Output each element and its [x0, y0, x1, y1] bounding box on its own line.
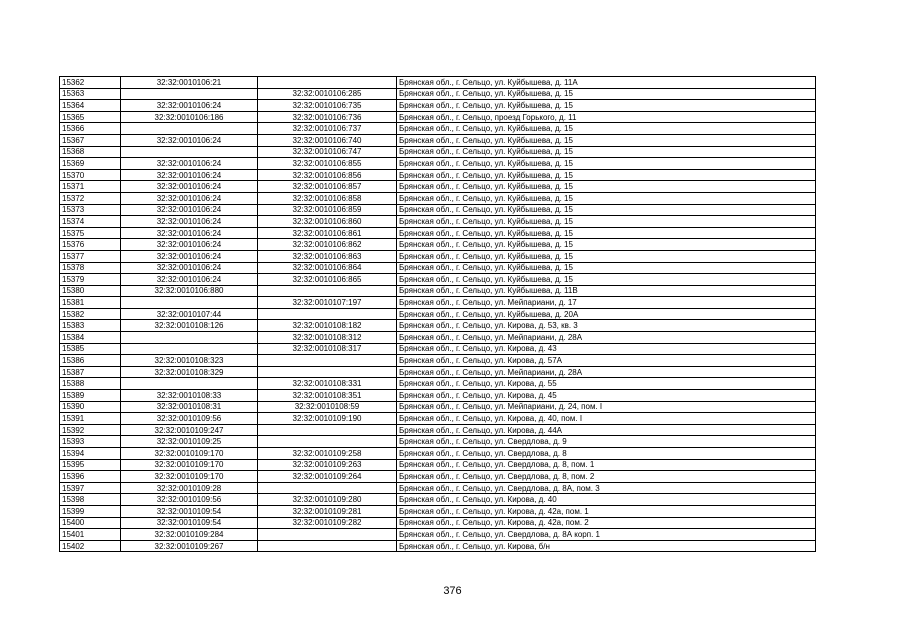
- object-cadastral-number-cell: 32:32:0010108:182: [258, 320, 397, 332]
- address-cell: Брянская обл., г. Сельцо, ул. Куйбышева, д. 11В: [397, 285, 816, 297]
- address-cell: Брянская обл., г. Сельцо, ул. Куйбышева, д. 15: [397, 250, 816, 262]
- table-row: [60, 297, 816, 309]
- row-number-cell: 15382: [60, 308, 121, 320]
- cadastral-number-cell: 32:32:0010109:54: [121, 517, 258, 529]
- object-cadastral-number-cell: 32:32:0010106:865: [258, 274, 397, 286]
- object-cadastral-number-cell: 32:32:0010108:351: [258, 390, 397, 402]
- address-cell: Брянская обл., г. Сельцо, ул. Мейпариани, д. 28А: [397, 332, 816, 344]
- row-number-cell: 15392: [60, 424, 121, 436]
- cadastral-number-cell: 32:32:0010109:28: [121, 482, 258, 494]
- cadastral-number-cell: [121, 297, 258, 309]
- row-number-cell: 15380: [60, 285, 121, 297]
- row-number-cell: 15399: [60, 505, 121, 517]
- address-cell: Брянская обл., г. Сельцо, ул. Куйбышева, д. 15: [397, 274, 816, 286]
- object-cadastral-number-cell: [258, 529, 397, 541]
- table-row: [60, 436, 816, 448]
- address-cell: Брянская обл., г. Сельцо, ул. Куйбышева, д. 15: [397, 146, 816, 158]
- cadastral-number-cell: 32:32:0010106:24: [121, 134, 258, 146]
- cadastral-number-cell: 32:32:0010108:31: [121, 401, 258, 413]
- address-cell: Брянская обл., г. Сельцо, ул. Кирова, д. 42а, пом. 1: [397, 505, 816, 517]
- object-cadastral-number-cell: [258, 424, 397, 436]
- row-number-cell: 15371: [60, 181, 121, 193]
- address-cell: Брянская обл., г. Сельцо, ул. Мейпариани, д. 17: [397, 297, 816, 309]
- cadastral-number-cell: [121, 343, 258, 355]
- object-cadastral-number-cell: 32:32:0010109:281: [258, 505, 397, 517]
- address-cell: Брянская обл., г. Сельцо, ул. Кирова, д. 45: [397, 390, 816, 402]
- row-number-cell: 15394: [60, 448, 121, 460]
- table-row: [60, 517, 816, 529]
- row-number-cell: 15383: [60, 320, 121, 332]
- object-cadastral-number-cell: 32:32:0010108:317: [258, 343, 397, 355]
- address-cell: Брянская обл., г. Сельцо, ул. Свердлова, д. 8, пом. 1: [397, 459, 816, 471]
- row-number-cell: 15369: [60, 158, 121, 170]
- object-cadastral-number-cell: [258, 77, 397, 89]
- object-cadastral-number-cell: 32:32:0010106:855: [258, 158, 397, 170]
- address-cell: Брянская обл., г. Сельцо, ул. Кирова, д. 44А: [397, 424, 816, 436]
- row-number-cell: 15387: [60, 366, 121, 378]
- cadastral-number-cell: 32:32:0010109:247: [121, 424, 258, 436]
- table-row: [60, 529, 816, 541]
- address-cell: Брянская обл., г. Сельцо, ул. Кирова, б/н: [397, 540, 816, 552]
- table-row: [60, 320, 816, 332]
- object-cadastral-number-cell: 32:32:0010106:735: [258, 100, 397, 112]
- row-number-cell: 15393: [60, 436, 121, 448]
- cadastral-number-cell: 32:32:0010106:24: [121, 216, 258, 228]
- address-cell: Брянская обл., г. Сельцо, ул. Мейпариани, д. 28А: [397, 366, 816, 378]
- table-row: [60, 77, 816, 89]
- registry-table-body: [60, 77, 816, 552]
- cadastral-number-cell: 32:32:0010106:24: [121, 227, 258, 239]
- table-row: [60, 239, 816, 251]
- address-cell: Брянская обл., г. Сельцо, ул. Мейпариани, д. 24, пом. I: [397, 401, 816, 413]
- object-cadastral-number-cell: 32:32:0010106:860: [258, 216, 397, 228]
- address-cell: Брянская обл., г. Сельцо, ул. Свердлова, д. 9: [397, 436, 816, 448]
- address-cell: Брянская обл., г. Сельцо, ул. Кирова, д. 53, кв. 3: [397, 320, 816, 332]
- object-cadastral-number-cell: 32:32:0010109:282: [258, 517, 397, 529]
- address-cell: Брянская обл., г. Сельцо, ул. Куйбышева, д. 15: [397, 158, 816, 170]
- table-row: [60, 343, 816, 355]
- object-cadastral-number-cell: 32:32:0010106:863: [258, 250, 397, 262]
- table-row: [60, 355, 816, 367]
- cadastral-number-cell: 32:32:0010106:24: [121, 169, 258, 181]
- row-number-cell: 15390: [60, 401, 121, 413]
- address-cell: Брянская обл., г. Сельцо, ул. Куйбышева, д. 11А: [397, 77, 816, 89]
- address-cell: Брянская обл., г. Сельцо, ул. Свердлова, д. 8А, пом. 3: [397, 482, 816, 494]
- cadastral-number-cell: 32:32:0010108:323: [121, 355, 258, 367]
- object-cadastral-number-cell: 32:32:0010106:285: [258, 88, 397, 100]
- cadastral-number-cell: 32:32:0010106:24: [121, 262, 258, 274]
- registry-table: [59, 76, 816, 552]
- row-number-cell: 15397: [60, 482, 121, 494]
- object-cadastral-number-cell: 32:32:0010106:861: [258, 227, 397, 239]
- address-cell: Брянская обл., г. Сельцо, ул. Кирова, д. 57А: [397, 355, 816, 367]
- cadastral-number-cell: 32:32:0010106:24: [121, 274, 258, 286]
- row-number-cell: 15374: [60, 216, 121, 228]
- table-row: [60, 123, 816, 135]
- table-row: [60, 169, 816, 181]
- object-cadastral-number-cell: [258, 482, 397, 494]
- cadastral-number-cell: 32:32:0010106:880: [121, 285, 258, 297]
- cadastral-number-cell: 32:32:0010107:44: [121, 308, 258, 320]
- row-number-cell: 15398: [60, 494, 121, 506]
- table-row: [60, 390, 816, 402]
- object-cadastral-number-cell: 32:32:0010106:736: [258, 111, 397, 123]
- row-number-cell: 15379: [60, 274, 121, 286]
- address-cell: Брянская обл., г. Сельцо, проезд Горького, д. 11: [397, 111, 816, 123]
- table-row: [60, 378, 816, 390]
- row-number-cell: 15362: [60, 77, 121, 89]
- cadastral-number-cell: 32:32:0010106:24: [121, 158, 258, 170]
- table-row: [60, 308, 816, 320]
- row-number-cell: 15377: [60, 250, 121, 262]
- row-number-cell: 15378: [60, 262, 121, 274]
- table-row: [60, 227, 816, 239]
- address-cell: Брянская обл., г. Сельцо, ул. Куйбышева, д. 15: [397, 100, 816, 112]
- object-cadastral-number-cell: 32:32:0010106:740: [258, 134, 397, 146]
- row-number-cell: 15376: [60, 239, 121, 251]
- row-number-cell: 15391: [60, 413, 121, 425]
- table-row: [60, 216, 816, 228]
- row-number-cell: 15368: [60, 146, 121, 158]
- row-number-cell: 15401: [60, 529, 121, 541]
- cadastral-number-cell: 32:32:0010106:24: [121, 100, 258, 112]
- table-row: [60, 459, 816, 471]
- table-row: [60, 482, 816, 494]
- address-cell: Брянская обл., г. Сельцо, ул. Свердлова, д. 8А корп. 1: [397, 529, 816, 541]
- table-row: [60, 88, 816, 100]
- cadastral-number-cell: 32:32:0010109:170: [121, 459, 258, 471]
- object-cadastral-number-cell: 32:32:0010109:263: [258, 459, 397, 471]
- table-row: [60, 332, 816, 344]
- address-cell: Брянская обл., г. Сельцо, ул. Куйбышева, д. 15: [397, 227, 816, 239]
- table-row: [60, 111, 816, 123]
- address-cell: Брянская обл., г. Сельцо, ул. Куйбышева, д. 15: [397, 216, 816, 228]
- table-row: [60, 540, 816, 552]
- address-cell: Брянская обл., г. Сельцо, ул. Куйбышева, д. 15: [397, 204, 816, 216]
- table-row: [60, 274, 816, 286]
- table-row: [60, 413, 816, 425]
- row-number-cell: 15389: [60, 390, 121, 402]
- table-row: [60, 505, 816, 517]
- table-row: [60, 448, 816, 460]
- cadastral-number-cell: 32:32:0010109:25: [121, 436, 258, 448]
- cadastral-number-cell: 32:32:0010106:186: [121, 111, 258, 123]
- cadastral-number-cell: 32:32:0010106:21: [121, 77, 258, 89]
- object-cadastral-number-cell: [258, 436, 397, 448]
- address-cell: Брянская обл., г. Сельцо, ул. Куйбышева, д. 15: [397, 192, 816, 204]
- row-number-cell: 15373: [60, 204, 121, 216]
- cadastral-number-cell: [121, 123, 258, 135]
- cadastral-number-cell: 32:32:0010106:24: [121, 239, 258, 251]
- row-number-cell: 15364: [60, 100, 121, 112]
- table-row: [60, 192, 816, 204]
- row-number-cell: 15384: [60, 332, 121, 344]
- cadastral-number-cell: [121, 332, 258, 344]
- object-cadastral-number-cell: [258, 366, 397, 378]
- row-number-cell: 15370: [60, 169, 121, 181]
- object-cadastral-number-cell: 32:32:0010106:747: [258, 146, 397, 158]
- table-row: [60, 181, 816, 193]
- table-row: [60, 471, 816, 483]
- row-number-cell: 15388: [60, 378, 121, 390]
- address-cell: Брянская обл., г. Сельцо, ул. Кирова, д. 40: [397, 494, 816, 506]
- object-cadastral-number-cell: 32:32:0010106:856: [258, 169, 397, 181]
- object-cadastral-number-cell: 32:32:0010108:312: [258, 332, 397, 344]
- table-row: [60, 250, 816, 262]
- address-cell: Брянская обл., г. Сельцо, ул. Куйбышева, д. 15: [397, 239, 816, 251]
- object-cadastral-number-cell: 32:32:0010109:190: [258, 413, 397, 425]
- address-cell: Брянская обл., г. Сельцо, ул. Куйбышева, д. 15: [397, 123, 816, 135]
- table-row: [60, 262, 816, 274]
- row-number-cell: 15386: [60, 355, 121, 367]
- address-cell: Брянская обл., г. Сельцо, ул. Кирова, д. 40, пом. I: [397, 413, 816, 425]
- table-row: [60, 146, 816, 158]
- row-number-cell: 15385: [60, 343, 121, 355]
- object-cadastral-number-cell: 32:32:0010108:331: [258, 378, 397, 390]
- cadastral-number-cell: 32:32:0010109:284: [121, 529, 258, 541]
- cadastral-number-cell: 32:32:0010106:24: [121, 204, 258, 216]
- address-cell: Брянская обл., г. Сельцо, ул. Куйбышева, д. 20А: [397, 308, 816, 320]
- cadastral-number-cell: 32:32:0010109:267: [121, 540, 258, 552]
- object-cadastral-number-cell: 32:32:0010107:197: [258, 297, 397, 309]
- address-cell: Брянская обл., г. Сельцо, ул. Куйбышева, д. 15: [397, 134, 816, 146]
- table-row: [60, 494, 816, 506]
- cadastral-number-cell: 32:32:0010109:56: [121, 494, 258, 506]
- cadastral-number-cell: 32:32:0010108:126: [121, 320, 258, 332]
- row-number-cell: 15363: [60, 88, 121, 100]
- row-number-cell: 15366: [60, 123, 121, 135]
- table-row: [60, 424, 816, 436]
- row-number-cell: 15375: [60, 227, 121, 239]
- cadastral-number-cell: 32:32:0010106:24: [121, 250, 258, 262]
- row-number-cell: 15396: [60, 471, 121, 483]
- table-row: [60, 204, 816, 216]
- cadastral-number-cell: 32:32:0010109:170: [121, 448, 258, 460]
- row-number-cell: 15367: [60, 134, 121, 146]
- row-number-cell: 15381: [60, 297, 121, 309]
- cadastral-number-cell: 32:32:0010106:24: [121, 192, 258, 204]
- cadastral-number-cell: 32:32:0010106:24: [121, 181, 258, 193]
- object-cadastral-number-cell: 32:32:0010108:59: [258, 401, 397, 413]
- cadastral-number-cell: 32:32:0010109:56: [121, 413, 258, 425]
- table-row: [60, 285, 816, 297]
- table-row: [60, 134, 816, 146]
- table-row: [60, 100, 816, 112]
- table-row: [60, 366, 816, 378]
- cadastral-number-cell: 32:32:0010108:33: [121, 390, 258, 402]
- address-cell: Брянская обл., г. Сельцо, ул. Куйбышева, д. 15: [397, 262, 816, 274]
- object-cadastral-number-cell: 32:32:0010106:862: [258, 239, 397, 251]
- object-cadastral-number-cell: 32:32:0010109:258: [258, 448, 397, 460]
- address-cell: Брянская обл., г. Сельцо, ул. Куйбышева, д. 15: [397, 169, 816, 181]
- cadastral-number-cell: 32:32:0010108:329: [121, 366, 258, 378]
- object-cadastral-number-cell: [258, 540, 397, 552]
- object-cadastral-number-cell: 32:32:0010106:858: [258, 192, 397, 204]
- table-row: [60, 158, 816, 170]
- address-cell: Брянская обл., г. Сельцо, ул. Свердлова, д. 8: [397, 448, 816, 460]
- cadastral-number-cell: 32:32:0010109:170: [121, 471, 258, 483]
- object-cadastral-number-cell: [258, 355, 397, 367]
- row-number-cell: 15372: [60, 192, 121, 204]
- cadastral-number-cell: 32:32:0010109:54: [121, 505, 258, 517]
- cadastral-number-cell: [121, 146, 258, 158]
- table-row: [60, 401, 816, 413]
- address-cell: Брянская обл., г. Сельцо, ул. Куйбышева, д. 15: [397, 88, 816, 100]
- row-number-cell: 15402: [60, 540, 121, 552]
- object-cadastral-number-cell: 32:32:0010106:864: [258, 262, 397, 274]
- row-number-cell: 15400: [60, 517, 121, 529]
- page-number: 376: [443, 585, 462, 597]
- object-cadastral-number-cell: [258, 308, 397, 320]
- object-cadastral-number-cell: 32:32:0010106:859: [258, 204, 397, 216]
- address-cell: Брянская обл., г. Сельцо, ул. Куйбышева, д. 15: [397, 181, 816, 193]
- object-cadastral-number-cell: [258, 285, 397, 297]
- row-number-cell: 15365: [60, 111, 121, 123]
- address-cell: Брянская обл., г. Сельцо, ул. Свердлова, д. 8, пом. 2: [397, 471, 816, 483]
- object-cadastral-number-cell: 32:32:0010109:264: [258, 471, 397, 483]
- object-cadastral-number-cell: 32:32:0010109:280: [258, 494, 397, 506]
- object-cadastral-number-cell: 32:32:0010106:857: [258, 181, 397, 193]
- address-cell: Брянская обл., г. Сельцо, ул. Кирова, д. 55: [397, 378, 816, 390]
- address-cell: Брянская обл., г. Сельцо, ул. Кирова, д. 43: [397, 343, 816, 355]
- object-cadastral-number-cell: 32:32:0010106:737: [258, 123, 397, 135]
- cadastral-number-cell: [121, 378, 258, 390]
- cadastral-number-cell: [121, 88, 258, 100]
- address-cell: Брянская обл., г. Сельцо, ул. Кирова, д. 42а, пом. 2: [397, 517, 816, 529]
- row-number-cell: 15395: [60, 459, 121, 471]
